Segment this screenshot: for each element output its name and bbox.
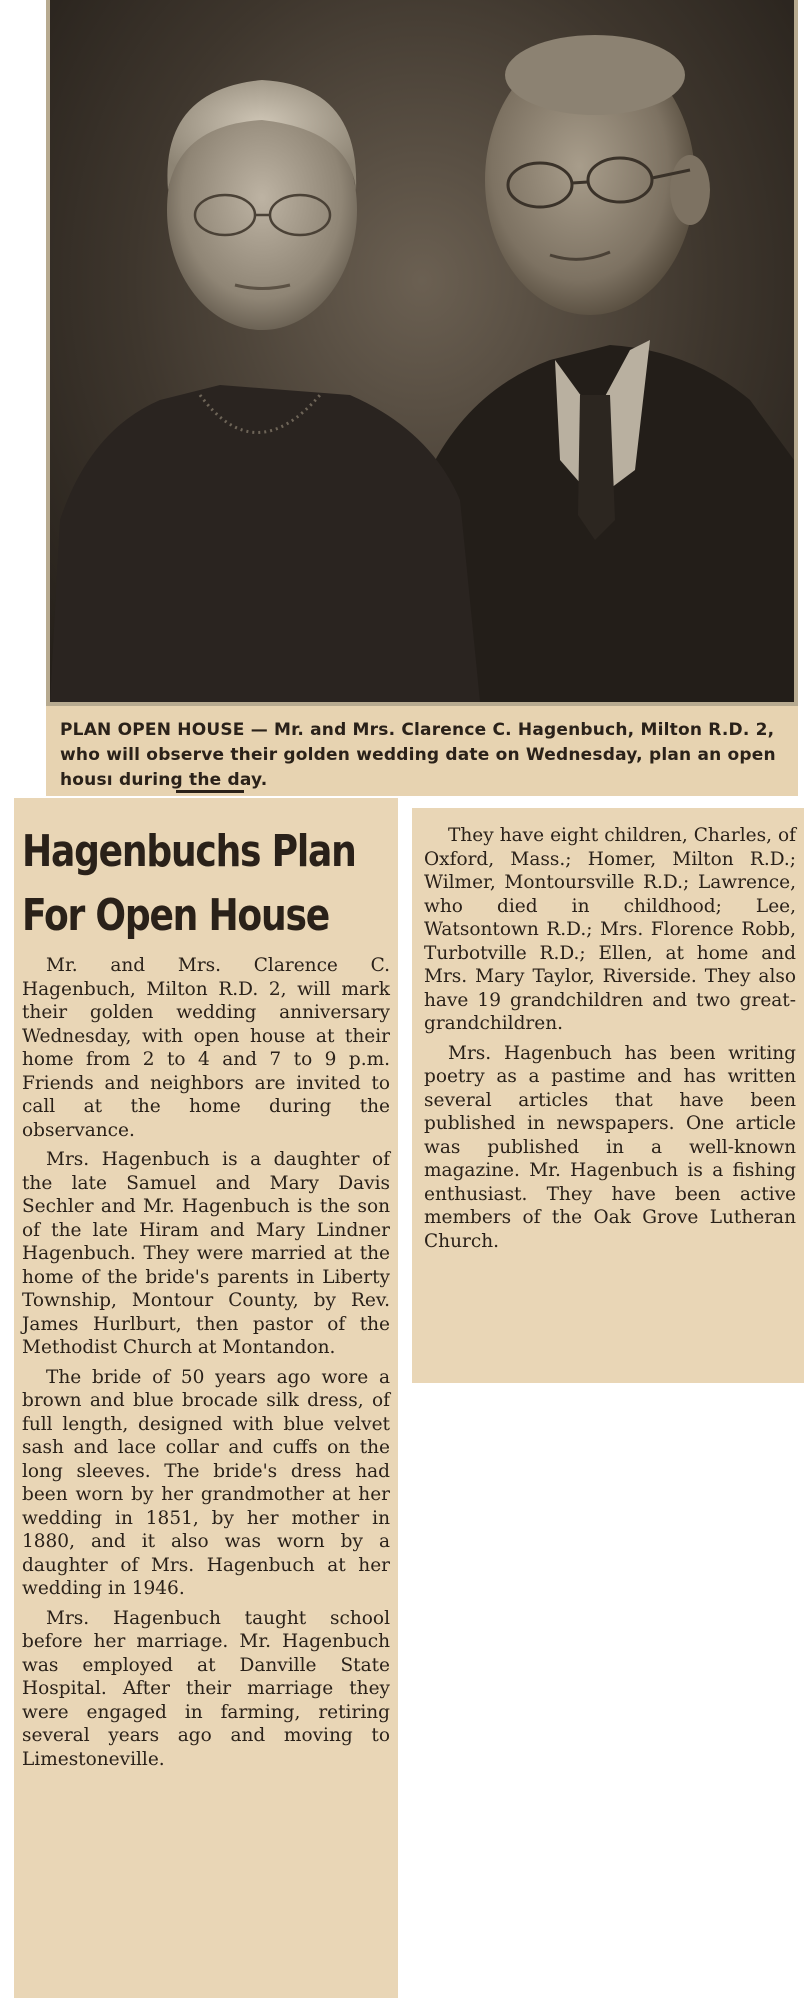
article-paragraph: Mrs. Hagenbuch is a daughter of the late Samuel and Mary Davis Sechler and Mr. Hagenbuch is the son of the late Hiram and Mary Lindner Hagenbuch. They were married at the home of the bride's parents in Liberty Township, Montour County, by Rev. James Hurlburt, then pastor of the Methodist Church at Montandon.: [22, 1149, 390, 1358]
article-paragraph: The bride of 50 years ago wore a brown and blue brocade silk dress, of full length, designed with blue velvet sash and lace collar and cuffs on the long sleeves. The bride's dress had been worn by her grandmother at her wedding in 1851, by her mother in 1880, and it also was worn by a daughter of Mrs. Hagenbuch at her wedding in 1946.: [22, 1366, 390, 1599]
article-paragraph: Mr. and Mrs. Clarence C. Hagenbuch, Milton R.D. 2, will mark their golden wedding anniversary Wednesday, with open house at their home from 2 to 4 and 7 to 9 p.m. Friends and neighbors are invited to call at the home during the observance.: [22, 955, 390, 1141]
photo-caption-box: [46, 706, 798, 796]
article-paragraph: Mrs. Hagenbuch taught school before her marriage. Mr. Hagenbuch was employed at Danville State Hospital. After their marriage they were engaged in farming, retiring several years ago and moving to Limestoneville.: [22, 1607, 390, 1770]
article-body-right: [412, 808, 804, 1253]
article-column-right: [412, 808, 804, 1383]
photo-caption: PLAN OPEN HOUSE — Mr. and Mrs. Clarence C. Hagenbuch, Milton R.D. 2, who will observe their golden wedding date on Wednesday, plan an open housı during the day.: [60, 720, 776, 790]
article-paragraph: They have eight children, Charles, of Oxford, Mass.; Homer, Milton R.D.; Wilmer, Montoursville R.D.; Lawrence, who died in childhood; Lee, Watsontown R.D.; Mrs. Florence Robb, Turbotville R.D.; Ellen, at home and Mrs. Mary Taylor, Riverside. They also have 19 grandchildren and two great-grandchildren.: [424, 825, 796, 1034]
couple-photo: [50, 0, 794, 702]
caption-divider: [176, 790, 244, 793]
photo-frame: [46, 0, 798, 706]
headline-line-1: Hagenbuchs Plan: [22, 826, 356, 877]
article-headline: [22, 820, 356, 948]
couple-photo-illustration: [50, 0, 794, 702]
article-body-left: [14, 954, 398, 1771]
article-paragraph: Mrs. Hagenbuch has been writing poetry as a pastime and has written several articles that have been published in newspapers. One article was published in a well-known magazine. Mr. Hagenbuch is a fishing enthusiast. They have been active members of the Oak Grove Lutheran Church.: [424, 1042, 796, 1252]
headline-line-2: For Open House: [22, 890, 329, 941]
article-column-left: [14, 798, 398, 1998]
